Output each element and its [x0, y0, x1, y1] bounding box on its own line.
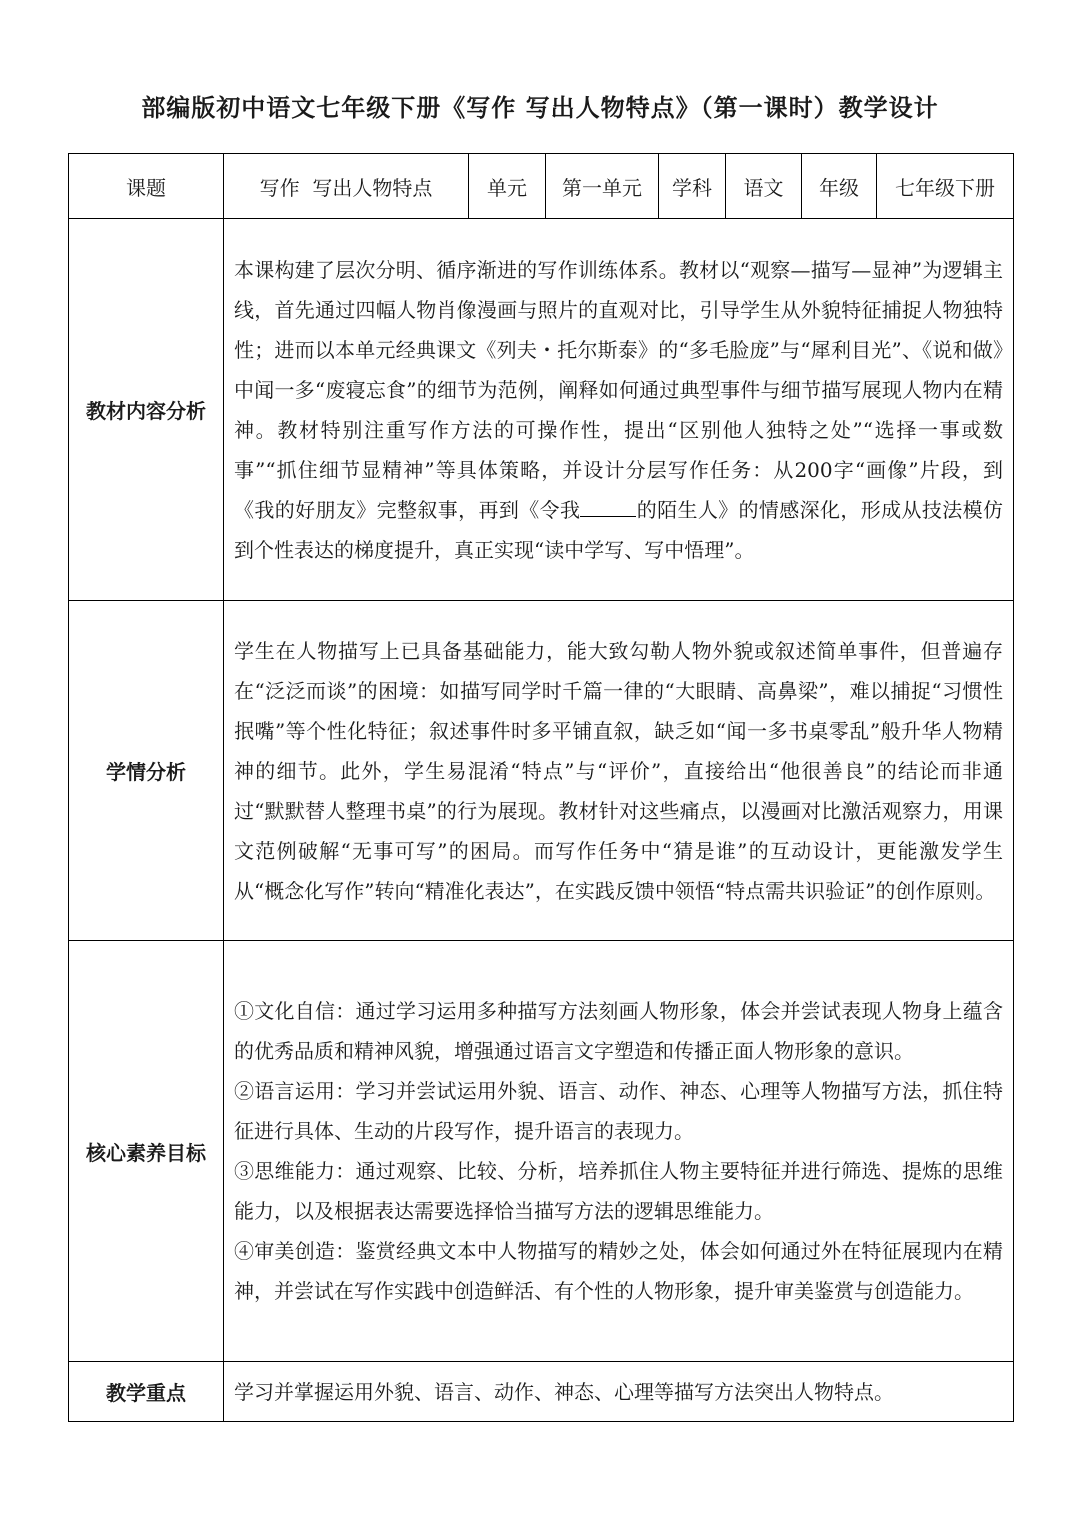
- grade-value: 七年级下册: [877, 154, 1014, 219]
- student-analysis-row: [69, 601, 1014, 941]
- unit-value: 第一单元: [546, 154, 659, 219]
- subject-label: 学科: [659, 154, 726, 219]
- subject-value: 语文: [726, 154, 802, 219]
- goal-item: ③思维能力：通过观察、比较、分析，培养抓住人物主要特征并进行筛选、提炼的思维能力，以及根据表达需要选择恰当描写方法的逻辑思维能力。: [234, 1159, 1003, 1223]
- key-point-row: [69, 1362, 1014, 1422]
- textbook-analysis-text-1: 本课构建了层次分明、循序渐进的写作训练体系。教材以“观察—描写—显神”为逻辑主线，首先通过四幅人物肖像漫画与照片的直观对比，引导学生从外貌特征捕捉人物独特性；进而以本单元经典课文《列夫・托尔斯泰》的“多毛脸庞”与“犀利目光”、《说和做》中闻一多“废寝忘食”的细节为范例，阐释如何通过典型事件与细节描写展现人物内在精神。教材特别注重写作方法的可操作性，提出“区别他人独特之处”“选择一事或数事”“抓住细节显精神”等具体策略，并设计分层写作任务：从200字“画像”片段，到《我的好朋友》完整叙事，再到《令我: [234, 257, 1003, 522]
- unit-label: 单元: [469, 154, 546, 219]
- key-point-content: 学习并掌握运用外貌、语言、动作、神态、心理等描写方法突出人物特点。: [224, 1362, 1014, 1422]
- textbook-analysis-text-2: 的陌生人》的情感深化，形成从技法模仿到个性表达的梯度提升，真正实现“读中学写、写中悟理”。: [234, 497, 1004, 562]
- goal-item: ④审美创造：鉴赏经典文本中人物描写的精妙之处，体会如何通过外在特征展现内在精神，并尝试在写作实践中创造鲜活、有个性的人物形象，提升审美鉴赏与创造能力。: [234, 1239, 1003, 1303]
- grade-label: 年级: [802, 154, 877, 219]
- student-analysis-content: 学生在人物描写上已具备基础能力，能大致勾勒人物外貌或叙述简单事件，但普遍存在“泛泛而谈”的困境：如描写同学时千篇一律的“大眼睛、高鼻梁”，难以捕捉“习惯性抿嘴”等个性化特征；叙述事件时多平铺直叙，缺乏如“闻一多书桌零乱”般升华人物精神的细节。此外，学生易混淆“特点”与“评价”，直接给出“他很善良”的结论而非通过“默默替人整理书桌”的行为展现。教材针对这些痛点，以漫画对比激活观察力，用课文范例破解“无事可写”的困局。而写作任务中“猜是谁”的互动设计，更能激发学生从“概念化写作”转向“精准化表达”，在实践反馈中领悟“特点需共识验证”的创作原则。: [224, 601, 1014, 941]
- textbook-analysis-content: [224, 219, 1014, 601]
- goal-item: ②语言运用：学习并尝试运用外貌、语言、动作、神态、心理等人物描写方法，抓住特征进行具体、生动的片段写作，提升语言的表现力。: [234, 1079, 1003, 1143]
- textbook-analysis-row: [69, 219, 1014, 601]
- core-goals-row: [69, 941, 1014, 1362]
- core-goals-content: [224, 941, 1014, 1362]
- fill-in-blank: [580, 494, 636, 517]
- core-goals-label: 核心素养目标: [69, 941, 224, 1362]
- key-point-label: 教学重点: [69, 1362, 224, 1422]
- student-analysis-label: 学情分析: [69, 601, 224, 941]
- header-row: [69, 154, 1014, 219]
- document-title: 部编版初中语文七年级下册《写作 写出人物特点》（第一课时）教学设计: [141, 93, 939, 122]
- lesson-plan-table: [68, 153, 1014, 1422]
- topic-label: 课题: [69, 154, 224, 219]
- textbook-analysis-label: 教材内容分析: [69, 219, 224, 601]
- goal-item: ①文化自信：通过学习运用多种描写方法刻画人物形象，体会并尝试表现人物身上蕴含的优秀品质和精神风貌，增强通过语言文字塑造和传播正面人物形象的意识。: [234, 999, 1003, 1063]
- topic-value: 写作 写出人物特点: [224, 154, 469, 219]
